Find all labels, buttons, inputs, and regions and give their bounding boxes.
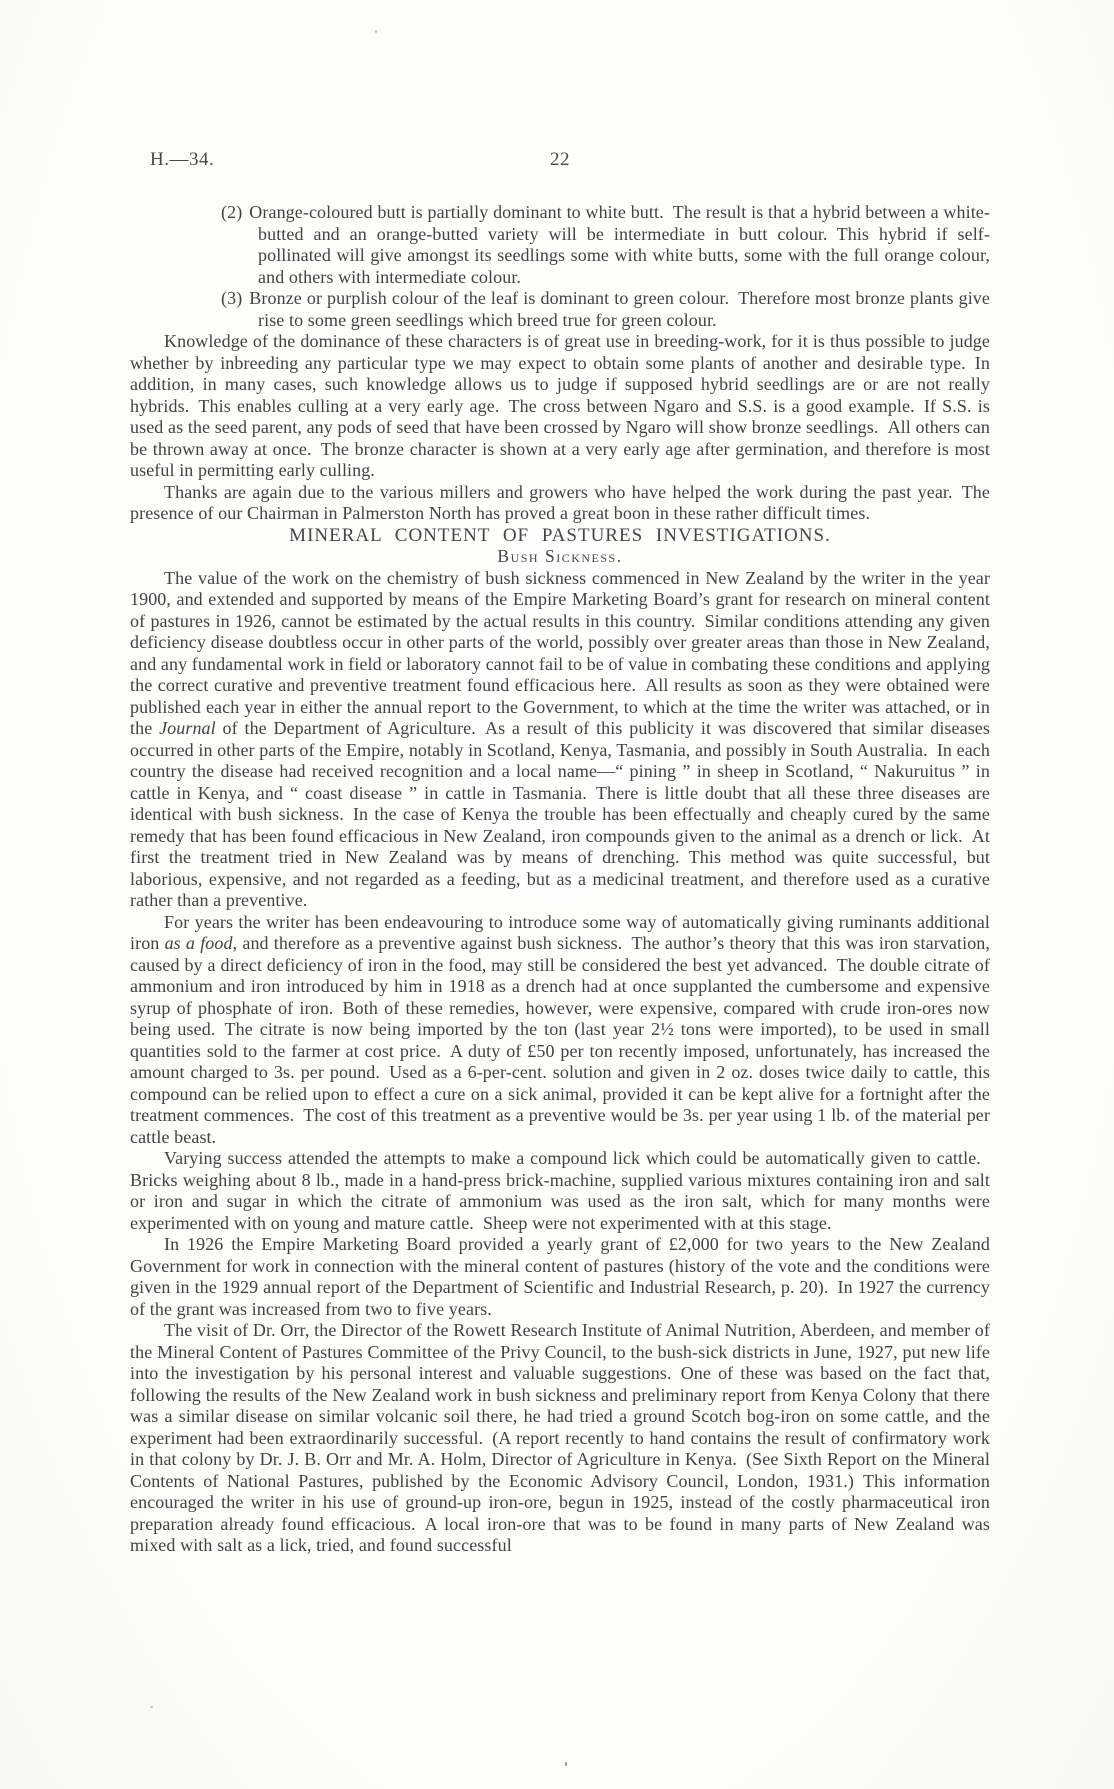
- paragraph-value-of-work: The value of the work on the chemistry of bush sickness commenced in New Zealand by the writer in the year 1900, and extended and supported by means of the Empire Marketing Board’s grant for research on mineral content of pastures in 1926, cannot be estimated by the actual results in this country. Similar conditions attending any given deficiency disease doubtless occur in other parts of the world, possibly over greater areas than those in New Zealand, and any fundamental work in field or laboratory cannot fail to be of value in combating these conditions and applying the correct curative and preventive treatment found efficacious here. All results as soon as they were obtained were published each year in either the annual report to the Government, to which at the time the writer was attached, or in the Journal of the Department of Agriculture. As a result of this publicity it was discovered that similar diseases occurred in other parts of the Empire, notably in Scotland, Kenya, Tasmania, and possibly in South Australia. In each country the disease had received recognition and a local name—“ pining ” in sheep in Scotland, “ Nakuruitus ” in cattle in Kenya, and “ coast disease ” in cattle in Tasmania. There is little doubt that all these three diseases are identical with bush sickness. In the case of Kenya the trouble has been effectually and cheaply cured by the same remedy that has been found efficacious in New Zealand, iron compounds given to the animal as a drench or lick. At first the treatment tried in New Zealand was by means of drenching. This method was quite successful, but laborious, expensive, and not regarded as a feeding, but as a medicinal treatment, and therefore used as a curative rather than a preventive.: [130, 567, 991, 910]
- paragraph-visit-of-dr-orr: The visit of Dr. Orr, the Director of the Rowett Research Institute of Animal Nutrition, Aberdeen, and member of the Mineral Content of Pastures Committee of the Privy Council, to the bush-sick districts in June, 1927, put new life into the investigation by his personal interest and valuable suggestions. One of these was based on the fact that, following the results of the New Zealand work in bush sickness and preliminary report from Kenya Colony that there was a similar disease on similar volcanic soil there, he had tried a ground Scotch bog-iron on some cattle, and the experiment had been extraordinarily successful. (A report recently to hand contains the result of confirmatory work in that colony by Dr. J. B. Orr and Mr. A. Holm, Director of Agriculture in Kenya. (See Sixth Report on the Mineral Contents of National Pastures, published by the Economic Advisory Council, London, 1931.) This information encouraged the writer in his use of ground-up iron-ore, begun in 1925, instead of the costly pharmaceutical iron preparation already found efficacious. A local iron-ore that was to be found in many parts of New Zealand was mixed with salt as a lick, tried, and found successful: [130, 1320, 990, 1555]
- paragraph-1926-grant: In 1926 the Empire Marketing Board provided a yearly grant of £2,000 for two years to the New Zealand Government for work in connection with the mineral content of pastures (history of the vote and the conditions were given in the 1929 annual report of the Department of Scientific and Industrial Research, p. 20). In 1927 the currency of the grant was increased from two to five years.: [130, 1234, 990, 1319]
- scan-speck: [150, 1706, 153, 1708]
- list-item: [130, 202, 990, 288]
- list-item-text: Bronze or purplish colour of the leaf is dominant to green colour. Therefore most bronze plants give rise to some green seedlings which breed true for green colour.: [249, 288, 990, 330]
- list-item: [130, 288, 990, 331]
- paragraph-for-years: For years the writer has been endeavouring to introduce some way of automatically giving ruminants additional iron as a food, and therefore as a preventive against bush sickness. The author’s theory that this was iron starvation, caused by a direct deficiency of iron in the food, may still be considered the best yet advanced. The double citrate of ammonium and iron introduced by him in 1918 as a drench had at once supplanted the cumbersome and expensive syrup of phosphate of iron. Both of these remedies, however, were expensive, compared with crude iron-ores now being used. The citrate is now being imported by the ton (last year 2½ tons were imported), to be used in small quantities sold to the farmer at cost price. A duty of £50 per ton recently imposed, unfortunately, has increased the amount charged to 3s. per pound. Used as a 6-per-cent. solution and given in 2 oz. doses twice daily to cattle, this compound can be relied upon to effect a cure on a sick animal, provided it can be kept alive for a fortnight after the treatment commences. The cost of this treatment as a preventive would be 3s. per year using 1 lb. of the material per cattle beast.: [130, 911, 990, 1147]
- section-subtitle: Bush Sickness.: [497, 546, 623, 566]
- list-item-text: Orange-coloured butt is partially dominant to white butt. The result is that a hybrid between a white-butted and an orange-butted variety will be intermediate in butt colour. This hybrid if self-pollinated will give amongst its seedlings some with white butts, some with the full orange colour, and others with intermediate colour.: [249, 202, 990, 287]
- section-title: MINERAL CONTENT OF PASTURES INVESTIGATIONS.: [289, 524, 831, 546]
- paragraph-knowledge: Knowledge of the dominance of these characters is of great use in breeding-work, for it is thus possible to judge whether by inbreeding any particular type we may expect to obtain some plants of another and desirable type. In addition, in many cases, such knowledge allows us to judge if supposed hybrid seedlings are or are not really hybrids. This enables culling at a very early age. The cross between Ngaro and S.S. is a good example. If S.S. is used as the seed parent, any pods of seed that have been crossed by Ngaro will show bronze seedlings. All others can be thrown away at once. The bronze character is shown at a very early age after germination, and therefore is most useful in permitting early culling.: [130, 331, 990, 480]
- list-item-marker: (3): [221, 288, 243, 308]
- text-column: [130, 202, 990, 1557]
- paragraph-thanks: Thanks are again due to the various millers and growers who have helped the work during the past year. The presence of our Chairman in Palmerston North has proved a great boon in these rather difficult times.: [130, 481, 990, 523]
- running-header: [130, 149, 990, 171]
- page-number: 22: [550, 149, 570, 170]
- list-item-marker: (2): [221, 202, 243, 222]
- report-code: H.—34.: [150, 149, 215, 170]
- paragraph-varying-success: Varying success attended the attempts to make a compound lick which could be automatically given to cattle. Bricks weighing about 8 lb., made in a hand-press brick-machine, supplied various mixtures containing iron and salt or iron and sugar in which the citrate of ammonium was used as the iron salt, which for many months were experimented with on young and mature cattle. Sheep were not experimented with at this stage.: [130, 1148, 990, 1233]
- scan-speck: [375, 30, 377, 33]
- scan-speck: [565, 1762, 567, 1766]
